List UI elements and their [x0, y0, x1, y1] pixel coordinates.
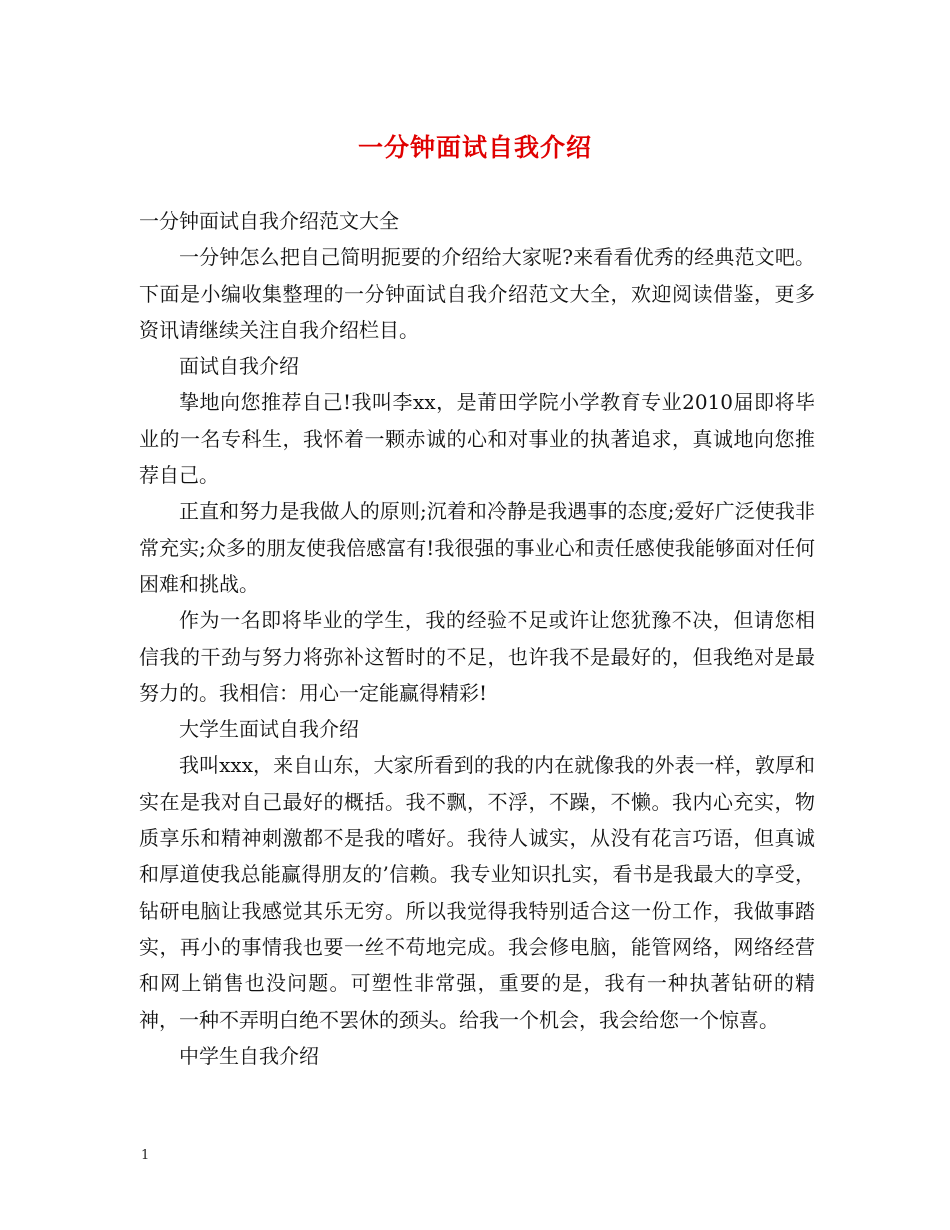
document-body	[139, 203, 815, 1074]
paragraph: 作为一名即将毕业的学生，我的经验不足或许让您犹豫不决，但请您相信我的干劲与努力将弥补这暂时的不足，也许我不是最好的，但我绝对是最努力的。我相信：用心一定能赢得精彩!	[139, 608, 815, 705]
section-heading-university: 大学生面试自我介绍	[179, 717, 359, 742]
document-title: 一分钟面试自我介绍	[357, 133, 592, 162]
paragraph: 正直和努力是我做人的原则;沉着和冷静是我遇事的态度;爱好广泛使我非常充实;众多的朋友使我倍感富有!我很强的事业心和责任感使我能够面对任何困难和挑战。	[139, 499, 815, 596]
paragraph: 我叫xxx，来自山东，大家所看到的我的内在就像我的外表一样，敦厚和实在是我对自己最好的概括。我不飘，不浮，不躁，不懒。我内心充实，物质享乐和精神刺激都不是我的嗜好。我待人诚实，从没有花言巧语，但真诚和厚道使我总能赢得朋友的’信赖。我专业知识扎实，看书是我最大的享受，钻研电脑让我感觉其乐无穷。所以我觉得我特别适合这一份工作，我做事踏实，再小的事情我也要一丝不苟地完成。我会修电脑，能管网络，网络经营和网上销售也没问题。可塑性非常强，重要的是，我有一种执著钻研的精神，一种不弄明白绝不罢休的颈头。给我一个机会，我会给您一个惊喜。	[139, 753, 815, 1032]
section-heading-middle-school: 中学生自我介绍	[179, 1043, 319, 1068]
document-subtitle: 一分钟面试自我介绍范文大全	[139, 209, 399, 233]
page-number: 1	[141, 1148, 150, 1163]
paragraph: 挚地向您推荐自己!我叫李xx，是莆田学院小学教育专业2010届即将毕业的一名专科生，我怀着一颗赤诚的心和对事业的执著追求，真诚地向您推荐自己。	[139, 390, 815, 488]
paragraph-intro: 一分钟怎么把自己简明扼要的介绍给大家呢?来看看优秀的经典范文吧。下面是小编收集整理的一分钟面试自我介绍范文大全，欢迎阅读借鉴，更多资讯请继续关注自我介绍栏目。	[139, 245, 815, 342]
section-heading-interview: 面试自我介绍	[179, 354, 299, 379]
